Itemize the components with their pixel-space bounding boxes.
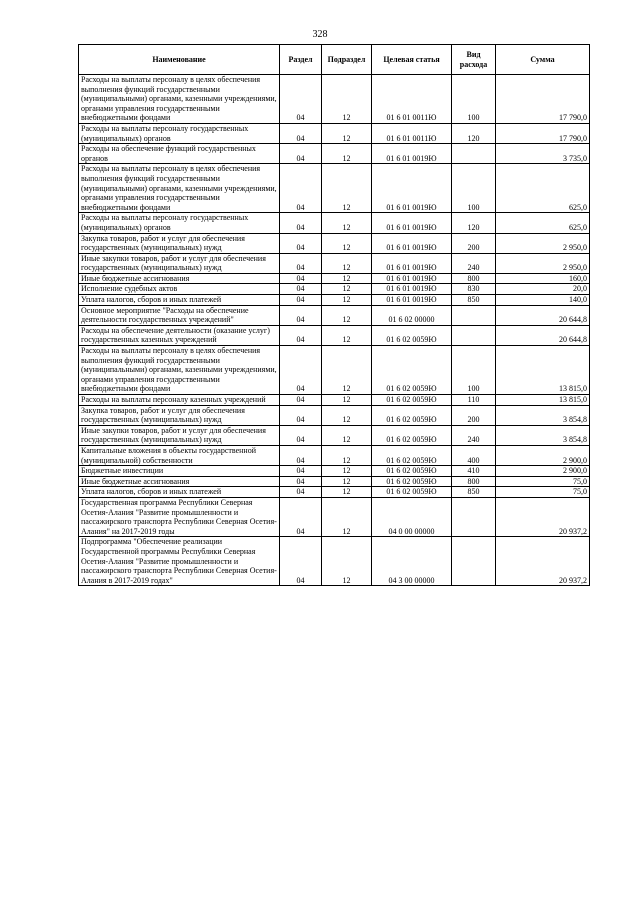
header-subsection: Подраздел: [322, 45, 372, 75]
cell-target-article: 01 6 02 0059Ю: [372, 395, 452, 406]
table-row: [79, 487, 590, 498]
cell-section: 04: [280, 164, 322, 213]
cell-subsection: 12: [322, 233, 372, 253]
cell-sum: 2 950,0: [496, 233, 590, 253]
cell-section: 04: [280, 425, 322, 445]
cell-name: Уплата налогов, сборов и иных платежей: [79, 487, 280, 498]
table-body: [79, 75, 590, 586]
table-row: [79, 123, 590, 143]
table-row: [79, 144, 590, 164]
cell-expense-type: 200: [452, 405, 496, 425]
cell-subsection: 12: [322, 537, 372, 586]
cell-section: 04: [280, 295, 322, 306]
cell-sum: 140,0: [496, 295, 590, 306]
table-row: [79, 273, 590, 284]
cell-section: 04: [280, 405, 322, 425]
cell-sum: 3 735,0: [496, 144, 590, 164]
cell-section: 04: [280, 537, 322, 586]
table-row: [79, 164, 590, 213]
table-row: [79, 497, 590, 536]
cell-target-article: 01 6 02 0059Ю: [372, 325, 452, 345]
cell-subsection: 12: [322, 75, 372, 124]
cell-name: Закупка товаров, работ и услуг для обеспечения государственных (муниципальных) нужд: [79, 405, 280, 425]
header-target-article: Целевая статья: [372, 45, 452, 75]
cell-section: 04: [280, 346, 322, 395]
cell-subsection: 12: [322, 284, 372, 295]
cell-section: 04: [280, 284, 322, 295]
cell-expense-type: 120: [452, 123, 496, 143]
cell-name: Расходы на обеспечение деятельности (оказание услуг) государственных казенных учреждений: [79, 325, 280, 345]
cell-section: 04: [280, 123, 322, 143]
cell-sum: 625,0: [496, 164, 590, 213]
cell-expense-type: 850: [452, 487, 496, 498]
cell-expense-type: 120: [452, 213, 496, 233]
cell-section: 04: [280, 395, 322, 406]
cell-sum: 2 950,0: [496, 253, 590, 273]
cell-subsection: 12: [322, 476, 372, 487]
cell-expense-type: 800: [452, 273, 496, 284]
cell-sum: 20 937,2: [496, 537, 590, 586]
cell-expense-type: 400: [452, 445, 496, 465]
cell-expense-type: 100: [452, 346, 496, 395]
cell-target-article: 01 6 02 0059Ю: [372, 487, 452, 498]
cell-sum: 20,0: [496, 284, 590, 295]
cell-sum: 13 815,0: [496, 346, 590, 395]
cell-expense-type: 240: [452, 425, 496, 445]
cell-name: Расходы на выплаты персоналу государственных (муниципальных) органов: [79, 123, 280, 143]
cell-target-article: 01 6 02 0059Ю: [372, 466, 452, 477]
table-row: [79, 537, 590, 586]
cell-sum: 17 790,0: [496, 123, 590, 143]
cell-subsection: 12: [322, 273, 372, 284]
cell-name: Расходы на выплаты персоналу в целях обеспечения выполнения функций государственными (муниципальными) органами, казенными учреждениями, органами управления государственными внебюджетными фондами: [79, 164, 280, 213]
cell-target-article: 01 6 01 0019Ю: [372, 284, 452, 295]
cell-expense-type: [452, 497, 496, 536]
cell-expense-type: [452, 305, 496, 325]
cell-expense-type: 830: [452, 284, 496, 295]
cell-expense-type: 100: [452, 75, 496, 124]
cell-expense-type: [452, 144, 496, 164]
cell-target-article: 04 0 00 00000: [372, 497, 452, 536]
table-row: [79, 284, 590, 295]
cell-sum: 20 644,8: [496, 325, 590, 345]
table-header-row: [79, 45, 590, 75]
cell-section: 04: [280, 305, 322, 325]
table-row: [79, 466, 590, 477]
cell-section: 04: [280, 476, 322, 487]
cell-name: Расходы на выплаты персоналу в целях обеспечения выполнения функций государственными (муниципальными) органами, казенными учреждениями, органами управления государственными внебюджетными фондами: [79, 346, 280, 395]
cell-target-article: 01 6 01 0019Ю: [372, 164, 452, 213]
cell-sum: 625,0: [496, 213, 590, 233]
cell-sum: 3 854,8: [496, 405, 590, 425]
cell-target-article: 01 6 01 0011Ю: [372, 75, 452, 124]
cell-subsection: 12: [322, 405, 372, 425]
table-row: [79, 75, 590, 124]
budget-table: [78, 44, 590, 586]
cell-subsection: 12: [322, 164, 372, 213]
cell-target-article: 04 3 00 00000: [372, 537, 452, 586]
cell-name: Иные закупки товаров, работ и услуг для обеспечения государственных (муниципальных) нужд: [79, 425, 280, 445]
cell-target-article: 01 6 01 0019Ю: [372, 295, 452, 306]
cell-section: 04: [280, 253, 322, 273]
table-row: [79, 253, 590, 273]
cell-sum: 17 790,0: [496, 75, 590, 124]
cell-subsection: 12: [322, 325, 372, 345]
cell-expense-type: 200: [452, 233, 496, 253]
cell-subsection: 12: [322, 253, 372, 273]
cell-expense-type: 240: [452, 253, 496, 273]
cell-section: 04: [280, 273, 322, 284]
cell-subsection: 12: [322, 445, 372, 465]
table-row: [79, 346, 590, 395]
cell-subsection: 12: [322, 144, 372, 164]
table-row: [79, 325, 590, 345]
cell-target-article: 01 6 02 00000: [372, 305, 452, 325]
cell-name: Расходы на выплаты персоналу государственных (муниципальных) органов: [79, 213, 280, 233]
cell-target-article: 01 6 01 0011Ю: [372, 123, 452, 143]
header-expense-type: Вид расхода: [452, 45, 496, 75]
cell-name: Иные закупки товаров, работ и услуг для обеспечения государственных (муниципальных) нужд: [79, 253, 280, 273]
cell-subsection: 12: [322, 497, 372, 536]
cell-target-article: 01 6 02 0059Ю: [372, 445, 452, 465]
cell-name: Бюджетные инвестиции: [79, 466, 280, 477]
cell-subsection: 12: [322, 295, 372, 306]
cell-subsection: 12: [322, 123, 372, 143]
header-sum: Сумма: [496, 45, 590, 75]
cell-name: Закупка товаров, работ и услуг для обеспечения государственных (муниципальных) нужд: [79, 233, 280, 253]
cell-expense-type: 100: [452, 164, 496, 213]
cell-subsection: 12: [322, 425, 372, 445]
cell-section: 04: [280, 75, 322, 124]
cell-section: 04: [280, 487, 322, 498]
cell-subsection: 12: [322, 395, 372, 406]
table-row: [79, 445, 590, 465]
cell-name: Подпрограмма "Обеспечение реализации Государственной программы Республики Северная Осетия-Алания "Развитие промышленности и пассажирского транспорта Республики Северная Осетия-Алания в 2017-2019 годах": [79, 537, 280, 586]
cell-name: Расходы на выплаты персоналу казенных учреждений: [79, 395, 280, 406]
table-row: [79, 305, 590, 325]
cell-sum: 75,0: [496, 487, 590, 498]
cell-expense-type: 110: [452, 395, 496, 406]
cell-target-article: 01 6 01 0019Ю: [372, 273, 452, 284]
cell-expense-type: 800: [452, 476, 496, 487]
cell-target-article: 01 6 02 0059Ю: [372, 476, 452, 487]
cell-section: 04: [280, 445, 322, 465]
cell-subsection: 12: [322, 213, 372, 233]
header-name: Наименование: [79, 45, 280, 75]
cell-name: Расходы на выплаты персоналу в целях обеспечения выполнения функций государственными (муниципальными) органами, казенными учреждениями, органами управления государственными внебюджетными фондами: [79, 75, 280, 124]
cell-sum: 75,0: [496, 476, 590, 487]
table-row: [79, 295, 590, 306]
cell-target-article: 01 6 01 0019Ю: [372, 144, 452, 164]
cell-subsection: 12: [322, 346, 372, 395]
page-number: 328: [312, 29, 328, 40]
cell-expense-type: 850: [452, 295, 496, 306]
cell-sum: 2 900,0: [496, 466, 590, 477]
cell-sum: 20 644,8: [496, 305, 590, 325]
cell-target-article: 01 6 02 0059Ю: [372, 425, 452, 445]
cell-target-article: 01 6 01 0019Ю: [372, 213, 452, 233]
cell-section: 04: [280, 497, 322, 536]
table-row: [79, 213, 590, 233]
cell-name: Расходы на обеспечение функций государственных органов: [79, 144, 280, 164]
cell-name: Исполнение судебных актов: [79, 284, 280, 295]
table-row: [79, 395, 590, 406]
cell-section: 04: [280, 213, 322, 233]
cell-sum: 20 937,2: [496, 497, 590, 536]
cell-section: 04: [280, 144, 322, 164]
cell-target-article: 01 6 01 0019Ю: [372, 233, 452, 253]
table-row: [79, 476, 590, 487]
cell-section: 04: [280, 233, 322, 253]
cell-name: Иные бюджетные ассигнования: [79, 273, 280, 284]
cell-expense-type: [452, 325, 496, 345]
cell-name: Уплата налогов, сборов и иных платежей: [79, 295, 280, 306]
cell-sum: 160,0: [496, 273, 590, 284]
table-row: [79, 425, 590, 445]
cell-section: 04: [280, 466, 322, 477]
cell-name: Капитальные вложения в объекты государственной (муниципальной) собственности: [79, 445, 280, 465]
cell-subsection: 12: [322, 487, 372, 498]
cell-sum: 13 815,0: [496, 395, 590, 406]
cell-name: Государственная программа Республики Северная Осетия-Алания "Развитие промышленности и пассажирского транспорта Республики Северная Осетия-Алания" на 2017-2019 годы: [79, 497, 280, 536]
cell-target-article: 01 6 01 0019Ю: [372, 253, 452, 273]
cell-subsection: 12: [322, 466, 372, 477]
cell-target-article: 01 6 02 0059Ю: [372, 405, 452, 425]
cell-expense-type: 410: [452, 466, 496, 477]
header-section: Раздел: [280, 45, 322, 75]
cell-name: Основное мероприятие "Расходы на обеспечение деятельности государственных учреждений": [79, 305, 280, 325]
cell-expense-type: [452, 537, 496, 586]
cell-target-article: 01 6 02 0059Ю: [372, 346, 452, 395]
table-row: [79, 405, 590, 425]
cell-sum: 3 854,8: [496, 425, 590, 445]
table-row: [79, 233, 590, 253]
cell-subsection: 12: [322, 305, 372, 325]
cell-sum: 2 900,0: [496, 445, 590, 465]
cell-name: Иные бюджетные ассигнования: [79, 476, 280, 487]
cell-section: 04: [280, 325, 322, 345]
